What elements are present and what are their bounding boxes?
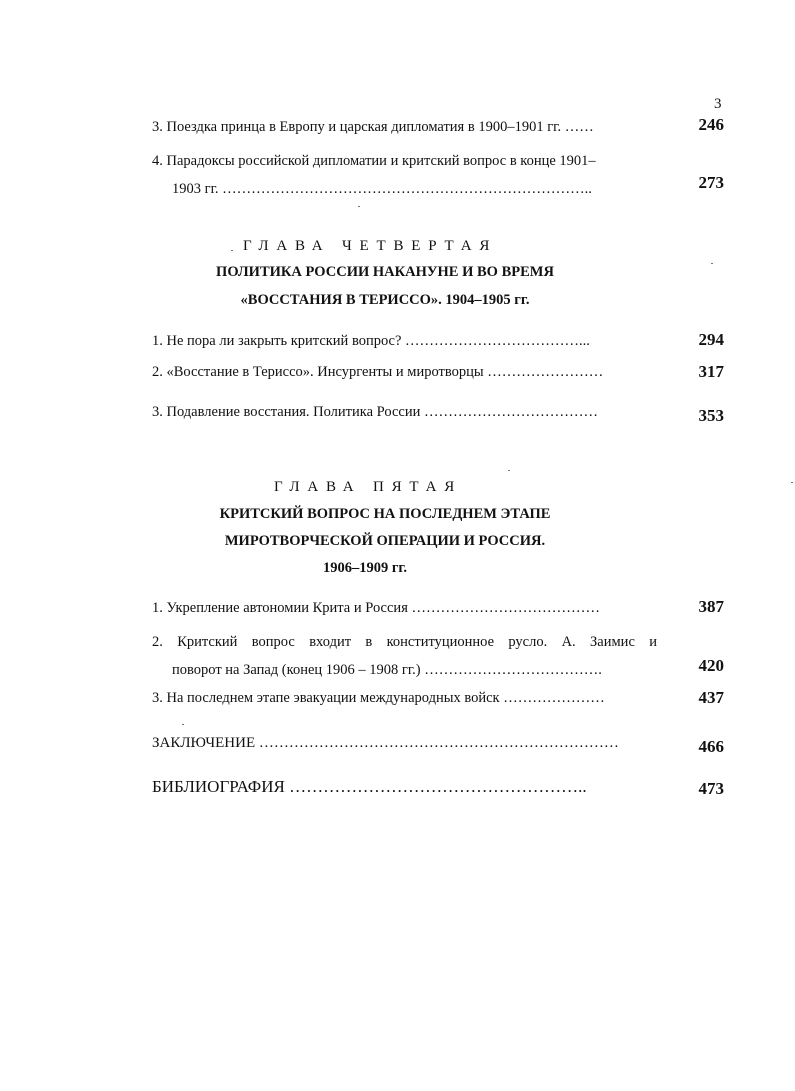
scan-speck <box>231 250 233 251</box>
chapter-title-line: «ВОССТАНИЯ В ТЕРИССО». 1904–1905 гг. <box>240 292 530 308</box>
toc-entry-text-line2: поворот на Запад (конец 1906 – 1908 гг.) ………………………………. <box>172 662 602 678</box>
toc-entry-4-1 <box>152 331 657 351</box>
scan-speck <box>711 263 713 264</box>
toc-entry-3-4 <box>152 147 657 203</box>
toc-page-number: 387 <box>698 597 724 616</box>
toc-entry-text: 3. Поездка принца в Европу и царская дипломатия в 1900–1901 гг. …… <box>152 119 594 135</box>
toc-page-number: 420 <box>698 656 724 675</box>
toc-page-number: 353 <box>698 406 724 425</box>
toc-page-number: 294 <box>698 330 724 349</box>
scan-speck <box>791 482 793 483</box>
toc-page-number: 466 <box>698 737 724 756</box>
toc-entry-3-3 <box>152 117 657 137</box>
page-number: 3 <box>714 96 722 112</box>
toc-entry-5-1 <box>152 598 657 618</box>
toc-entry-text-line2: 1903 гг. ………………………………………………………………….. <box>172 181 592 197</box>
toc-page-number: 437 <box>698 688 724 707</box>
toc-page-number: 473 <box>698 779 724 798</box>
toc-entry-4-2 <box>152 362 657 382</box>
toc-entry-5-3 <box>152 688 657 708</box>
toc-entry-4-3 <box>152 402 657 422</box>
chapter-title-line: МИРОТВОРЧЕСКОЙ ОПЕРАЦИИ И РОССИЯ. <box>224 533 546 549</box>
chapter-label: ГЛАВА ПЯТАЯ <box>274 479 463 495</box>
chapter-label: ГЛАВА ЧЕТВЕРТАЯ <box>243 238 498 254</box>
chapter-title-line: 1906–1909 гг. <box>322 560 408 576</box>
toc-entry-text: 3. На последнем этапе эвакуации международных войск ………………… <box>152 690 605 706</box>
toc-page-number: 246 <box>698 115 724 134</box>
chapter-title-line: ПОЛИТИКА РОССИИ НАКАНУНЕ И ВО ВРЕМЯ <box>216 264 554 280</box>
toc-entry-text: 1. Укрепление автономии Крита и Россия ………………………………… <box>152 600 600 616</box>
toc-entry-text: 1. Не пора ли закрыть критский вопрос? ………………………………... <box>152 333 590 349</box>
toc-entry-text: 2. «Восстание в Териссо». Инсургенты и миротворцы …………………… <box>152 364 604 380</box>
scan-speck <box>358 206 360 207</box>
toc-entry-conclusion: ЗАКЛЮЧЕНИЕ ……………………………………………………………… <box>152 735 619 751</box>
chapter-title-line: КРИТСКИЙ ВОПРОС НА ПОСЛЕДНЕМ ЭТАПЕ <box>219 506 551 522</box>
toc-page-number: 273 <box>698 173 724 192</box>
toc-entry-text-line1: 2. Критский вопрос входит в конституционное русло. А. Заимис и <box>152 634 657 650</box>
toc-entry-text: 3. Подавление восстания. Политика России ……………………………… <box>152 404 598 420</box>
toc-page-number: 317 <box>698 362 724 381</box>
scan-speck <box>508 470 510 471</box>
toc-entry-5-2 <box>152 628 657 684</box>
scan-speck <box>182 724 184 725</box>
toc-entry-bibliography: БИБЛИОГРАФИЯ …………………………………………….. <box>152 777 587 796</box>
toc-entry-text-line1: 4. Парадоксы российской дипломатии и критский вопрос в конце 1901– <box>152 153 596 169</box>
